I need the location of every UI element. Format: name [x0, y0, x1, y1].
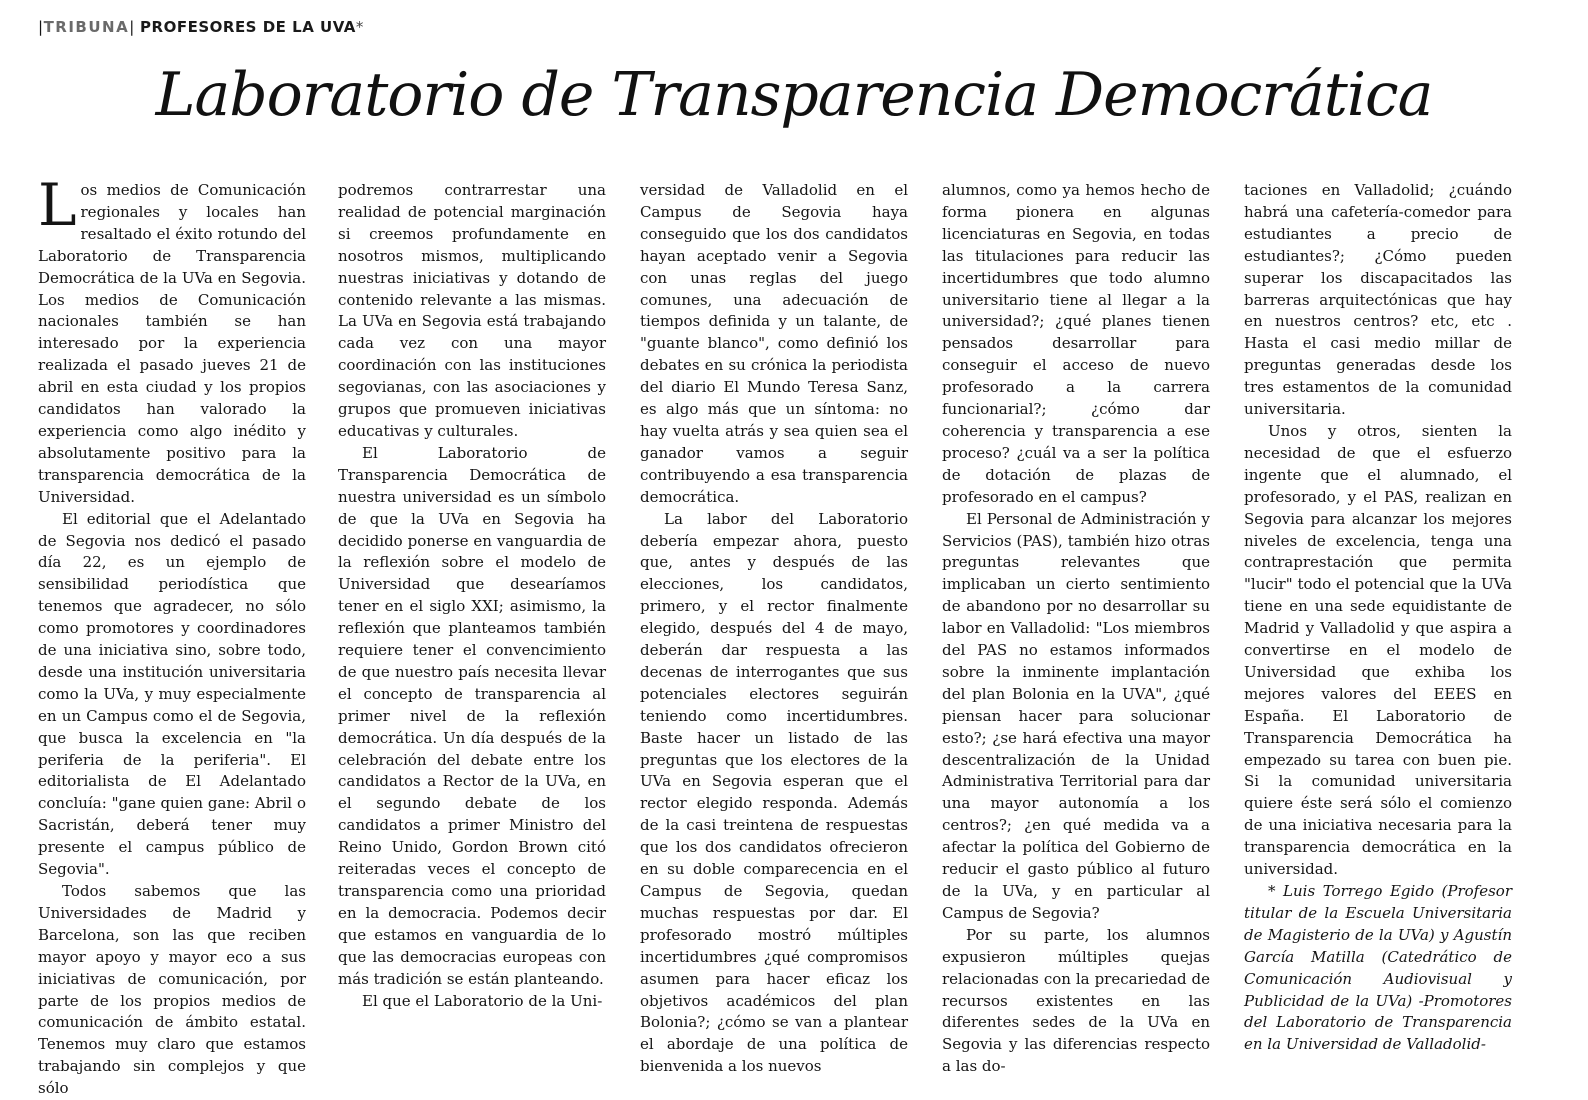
section-subtitle: PROFESORES DE LA UVA: [140, 18, 356, 36]
article-column-5: [1244, 180, 1512, 1056]
paragraph-1: [38, 171, 306, 509]
paragraph-3-cont: podremos contrarrestar una realidad de potencial marginación si creemos profundamente en nosotros mismos, multiplicando nuestras iniciativas y dotando de contenido relevante a las mismas. La UVa en Segovia está trabajando cada vez con una mayor coordinación con las instituciones segovianas, con las asociaciones y grupos que promueven iniciativas educativas y culturales.: [338, 181, 606, 440]
drop-cap: L: [38, 171, 77, 239]
paragraph-1-text: os medios de Comunicación regionales y locales han resaltado el éxito rotundo del Laboratorio de Transparencia Democrática de la UVa en Segovia. Los medios de Comunicación nacionales también se han interesado por la experiencia realizada el pasado jueves 21 de abril en esta ciudad y los propios candidatos han valorado la experiencia como algo inédito y absolutamente positivo para la transparencia democrática de la Universidad.: [38, 181, 306, 506]
article-title: Laboratorio de Transparencia Democrática: [155, 60, 1433, 130]
paragraph-8-cont: taciones en Valladolid; ¿cuándo habrá una cafetería-comedor para estudiantes a precio de estudiantes?; ¿Cómo pueden superar los discapacitados las barreras arquitectónicas que hay en nuestros centros? etc, etc . Hasta el casi medio millar de preguntas generadas desde los tres estamentos de la comunidad universitaria.: [1244, 181, 1512, 419]
article-column-3: [640, 180, 908, 1078]
article-column-4: [942, 180, 1210, 1078]
paragraph-8: Por su parte, los alumnos expusieron múltiples quejas relacionadas con la precariedad de recursos existentes en las diferentes sedes de la UVa en Segovia y las diferencias respecto a las do-: [942, 925, 1210, 1076]
paragraph-4: El Laboratorio de Transparencia Democrática de nuestra universidad es un símbolo de que la UVa en Segovia ha decidido ponerse en vanguardia de la reflexión sobre el modelo de Universidad que desearíamos tener en el siglo XXI; asimismo, la reflexión que planteamos también requiere tener el convencimiento de que nuestro país necesita llevar el concepto de transparencia al primer nivel de la reflexión democrática. Un día después de la celebración del debate entre los candidatos a Rector de la UVa, en el segundo debate de los candidatos a primer Ministro del Reino Unido, Gordon Brown citó reiteradas veces el concepto de transparencia como una prioridad en la democracia. Podemos decir que estamos en vanguardia de lo que las democracias europeas con más tradición se están planteando.: [338, 443, 606, 988]
article-column-1: [38, 171, 306, 1100]
header-separator-2: |: [129, 18, 135, 36]
paragraph-9: Unos y otros, sienten la necesidad de que el esfuerzo ingente que el alumnado, el profesorado, y el PAS, realizan en Segovia para alcanzar los mejores niveles de excelencia, tenga una contraprestación que permita "lucir" todo el potencial que la UVa tiene en una sede equidistante de Madrid y Valladolid y que aspira a convertirse en el modelo de Universidad que exhiba los mejores valores del EEES en España. El Laboratorio de Transparencia Democrática ha empezado su tarea con buen pie. Si la comunidad universitaria quiere éste será sólo el comienzo de una iniciativa necesaria para la transparencia democrática en la universidad.: [1244, 421, 1512, 879]
author-signature: * Luis Torrego Egido (Profesor titular de la Escuela Universitaria de Magisterio de la UVa) y Agustín García Matilla (Catedrático de Comunicación Audiovisual y Publicidad de la UVa) -Promotores del Laboratorio de Transparencia en la Universidad de Valladolid-: [1244, 882, 1512, 1054]
paragraph-7: El Personal de Administración y Servicios (PAS), también hizo otras preguntas relevantes que implicaban un cierto sentimiento de abandono por no desarrollar su labor en Valladolid: "Los miembros del PAS no estamos informados sobre la inminente implantación del plan Bolonia en la UVA", ¿qué piensan hacer para solucionar esto?; ¿se hará efectiva una mayor descentralización de la Unidad Administrativa Territorial para dar una mayor autonomía a los centros?; ¿en qué medida va a afectar la política del Gobierno de reducir el gasto público al futuro de la UVa, y en particular al Campus de Segovia?: [942, 509, 1210, 922]
section-label: TRIBUNA: [43, 18, 130, 36]
paragraph-5: El que el Laboratorio de la Uni-: [362, 991, 603, 1010]
paragraph-5-cont: versidad de Valladolid en el Campus de Segovia haya conseguido que los dos candidatos hayan aceptado venir a Segovia con unas reglas del juego comunes, una adecuación de tiempos definida y un talante, de "guante blanco", como definió los debates en su crónica la periodista del diario El Mundo Teresa Sanz, es algo más que un síntoma: no hay vuelta atrás y sea quien sea el ganador vamos a seguir contribuyendo a esa transparencia democrática.: [640, 181, 908, 506]
paragraph-6: La labor del Laboratorio debería empezar ahora, puesto que, antes y después de las elecciones, los candidatos, primero, y el rector finalmente elegido, después del 4 de mayo, deberán dar respuesta a las decenas de interrogantes que sus potenciales electores seguirán teniendo como incertidumbres. Baste hacer un listado de las preguntas que los electores de la UVa en Segovia esperan que el rector elegido responda. Además de la casi treintena de respuestas que los dos candidatos ofrecieron en su doble comparecencia en el Campus de Segovia, quedan muchas respuestas por dar. El profesorado mostró múltiples incertidumbres ¿qué compromisos asumen para hacer eficaz los objetivos académicos del plan Bolonia?; ¿cómo se van a plantear el abordaje de una política de bienvenida a los nuevos: [640, 509, 908, 1076]
section-header: [38, 18, 364, 36]
paragraph-3: Todos sabemos que las Universidades de Madrid y Barcelona, son las que reciben mayor apoyo y mayor eco a sus iniciativas de comunicación, por parte de los propios medios de comunicación de ámbito estatal. Tenemos muy claro que estamos trabajando sin complejos y que sólo: [38, 882, 306, 1098]
paragraph-6-cont: alumnos, como ya hemos hecho de forma pionera en algunas licenciaturas en Segovia, en todas las titulaciones para reducir las incertidumbres que todo alumno universitario tiene al llegar a la universidad?; ¿qué planes tienen pensados desarrollar para conseguir el acceso de nuevo profesorado a la carrera funcionarial?; ¿cómo dar coherencia y transparencia a ese proceso? ¿cuál va a ser la política de dotación de plazas de profesorado en el campus?: [942, 181, 1210, 506]
paragraph-2: El editorial que el Adelantado de Segovia nos dedicó el pasado día 22, es un ejemplo de sensibilidad periodística que tenemos que agradecer, no sólo como promotores y coordinadores de una iniciativa sino, sobre todo, desde una institución universitaria como la UVa, y muy especialmente en un Campus como el de Segovia, que busca la excelencia en "la periferia de la periferia". El editorialista de El Adelantado concluía: "gane quien gane: Abril o Sacristán, deberá tener muy presente el campus público de Segovia".: [38, 509, 306, 879]
article-column-2: [338, 180, 606, 1012]
author-asterisk: *: [355, 18, 364, 36]
header-separator: |: [38, 18, 44, 36]
